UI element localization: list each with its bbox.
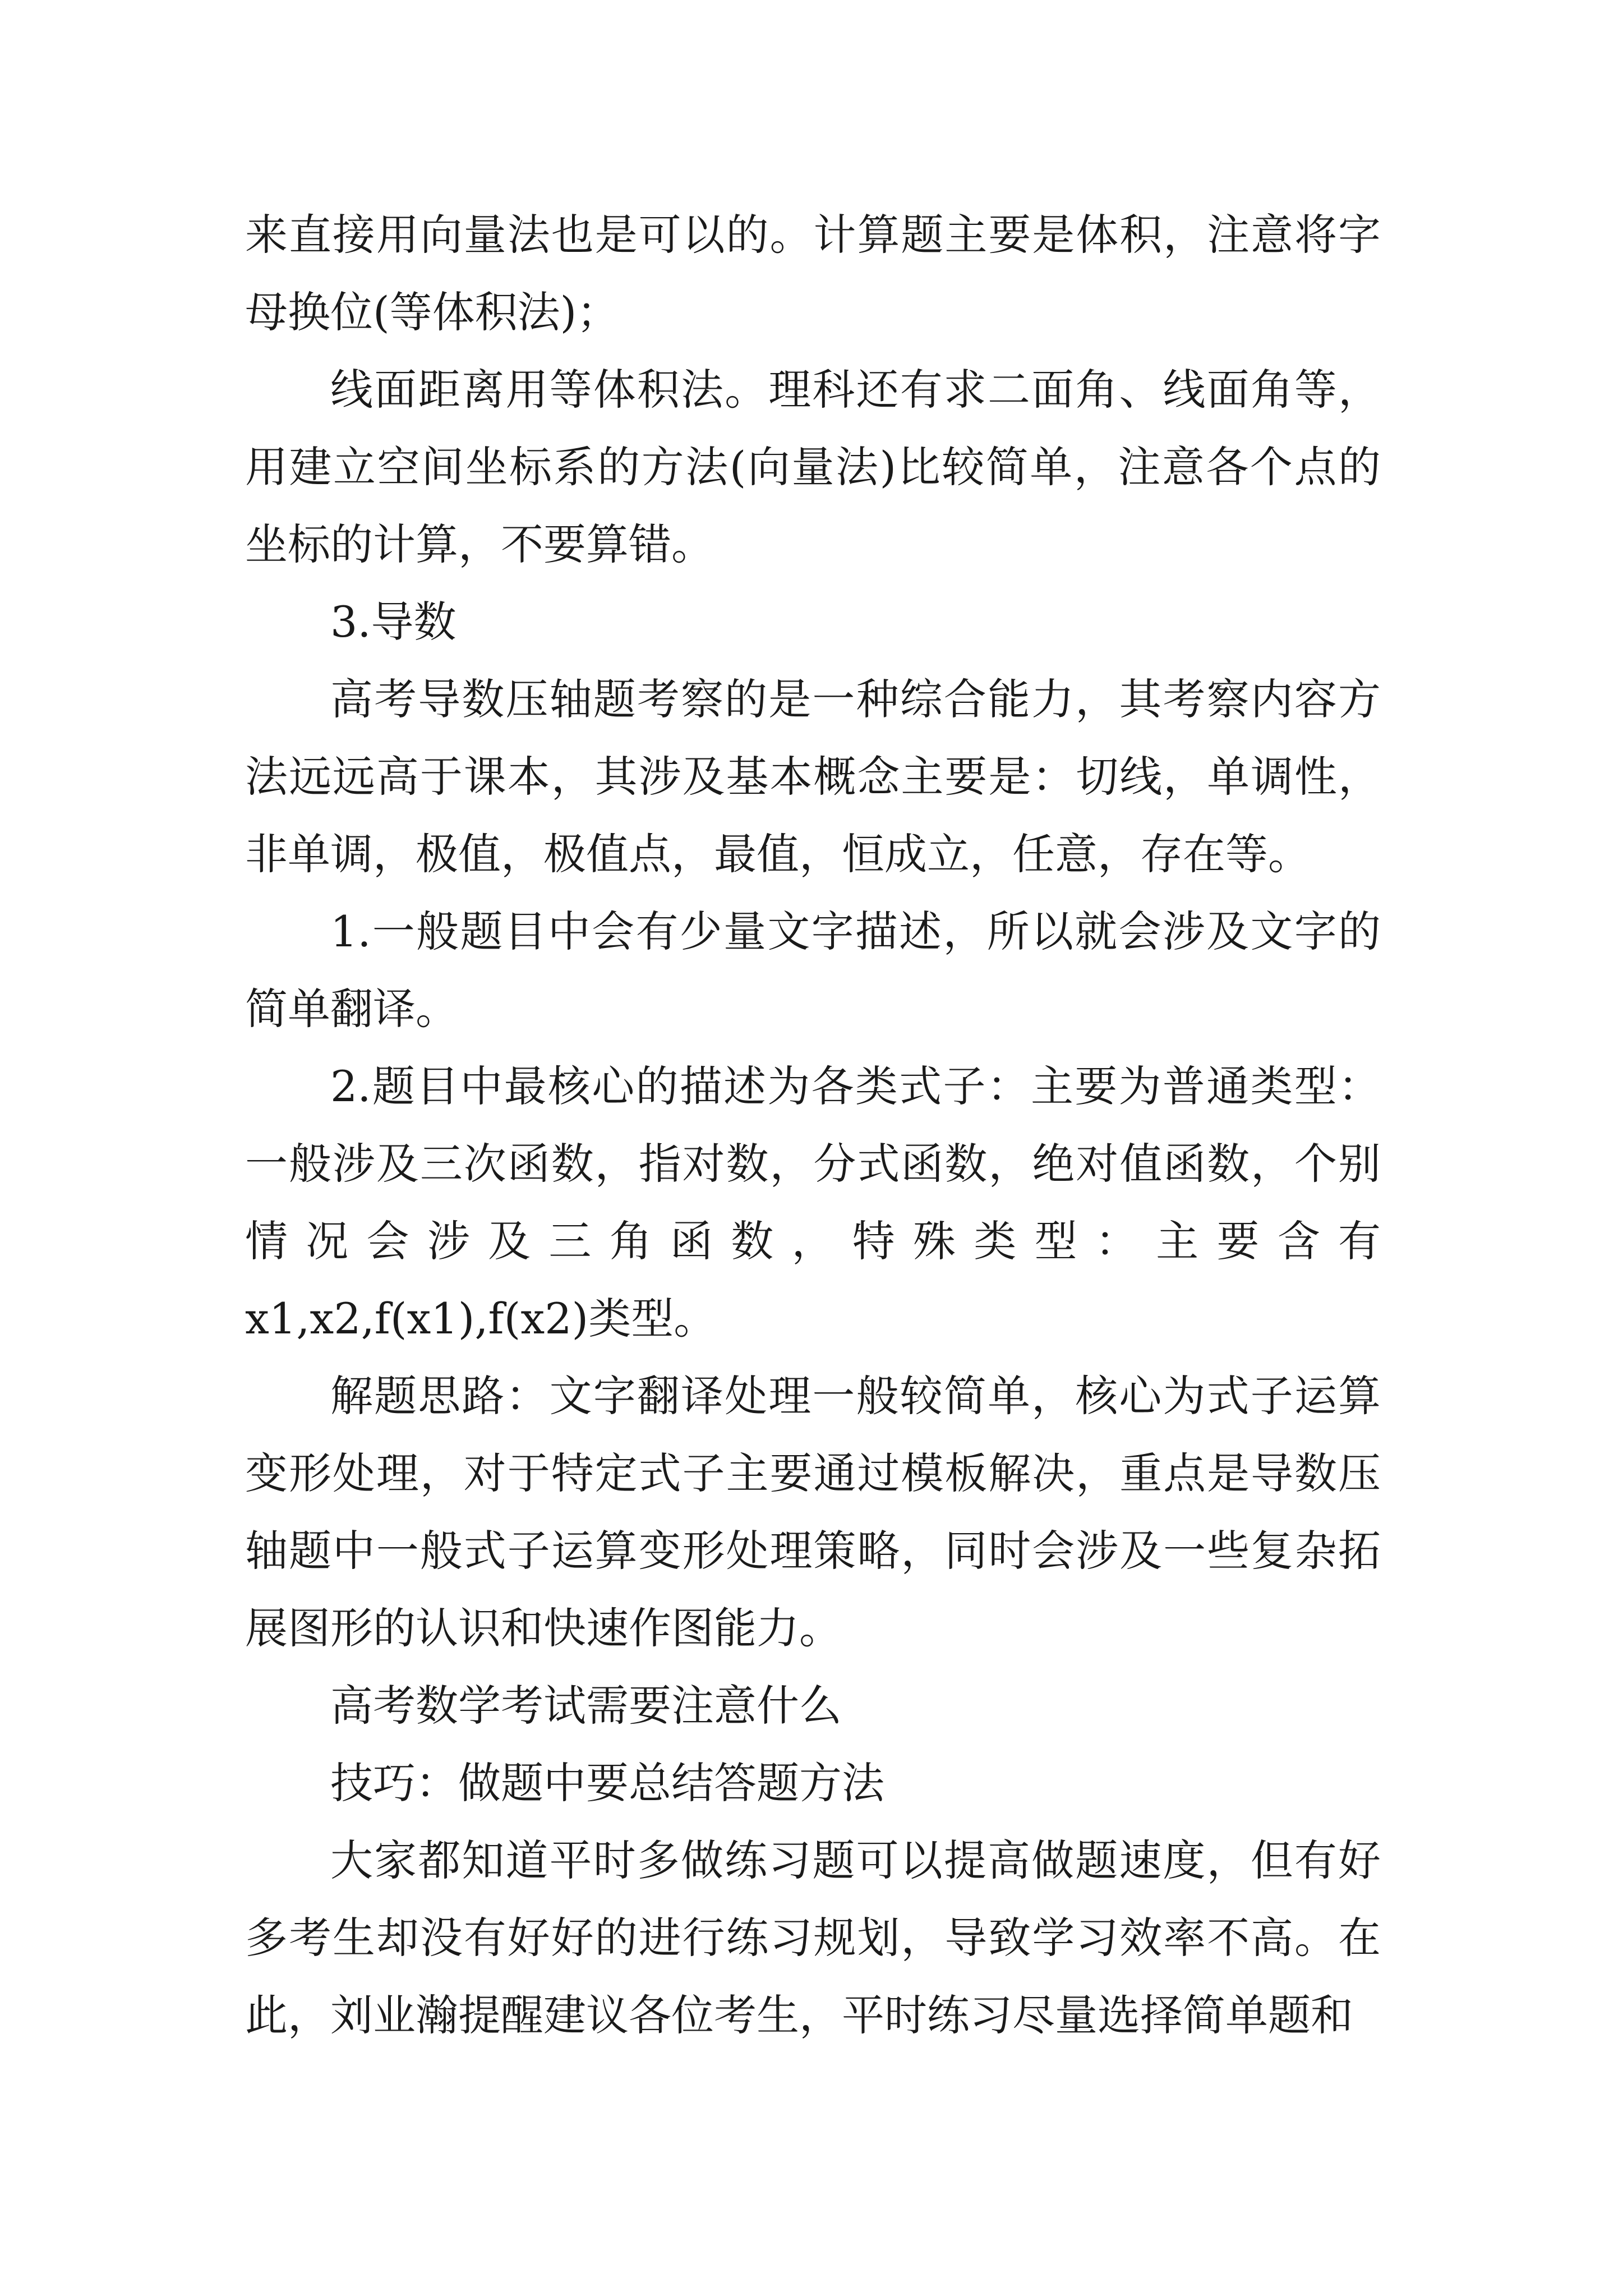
heading-exam-notes: 高考数学考试需要注意什么 bbox=[330, 1681, 842, 1731]
paragraph-item-1: 1.一般题目中会有少量文字描述，所以就会涉及文字的简单翻译。 bbox=[245, 907, 1381, 1034]
section-heading-derivative: 3.导数 bbox=[330, 597, 457, 647]
paragraph-item-2-continued: x1,x2,f(x1),f(x2)类型。 bbox=[245, 1294, 717, 1343]
paragraph-item-2: 2.题目中最核心的描述为各类式子：主要为普通类型：一般涉及三次函数，指对数，分式函数，绝对值函数，个别情况会涉及三角函数，特殊类型：主要含有 bbox=[245, 1061, 1381, 1266]
paragraph-solution-approach: 解题思路：文字翻译处理一般较简单，核心为式子运算变形处理，对于特定式子主要通过模板解决，重点是导数压轴题中一般式子运算变形处理策略，同时会涉及一些复杂拓展图形的认识和快速作图能力。 bbox=[245, 1371, 1381, 1653]
paragraph-continued: 来直接用向量法也是可以的。计算题主要是体积，注意将字母换位(等体积法)； bbox=[245, 210, 1381, 337]
document-body bbox=[245, 196, 1381, 2054]
paragraph-line-plane-distance: 线面距离用等体积法。理科还有求二面角、线面角等，用建立空间坐标系的方法(向量法)比较简单，注意各个点的坐标的计算，不要算错。 bbox=[245, 365, 1381, 569]
heading-tip: 技巧：做题中要总结答题方法 bbox=[330, 1758, 884, 1808]
paragraph-practice-advice: 大家都知道平时多做练习题可以提高做题速度，但有好多考生却没有好好的进行练习规划，导致学习效率不高。在此，刘业瀚提醒建议各位考生，平时练习尽量选择简单题和 bbox=[245, 1835, 1381, 2040]
paragraph-derivative-overview: 高考导数压轴题考察的是一种综合能力，其考察内容方法远远高于课本，其涉及基本概念主要是：切线，单调性，非单调，极值，极值点，最值，恒成立，任意，存在等。 bbox=[245, 674, 1381, 879]
